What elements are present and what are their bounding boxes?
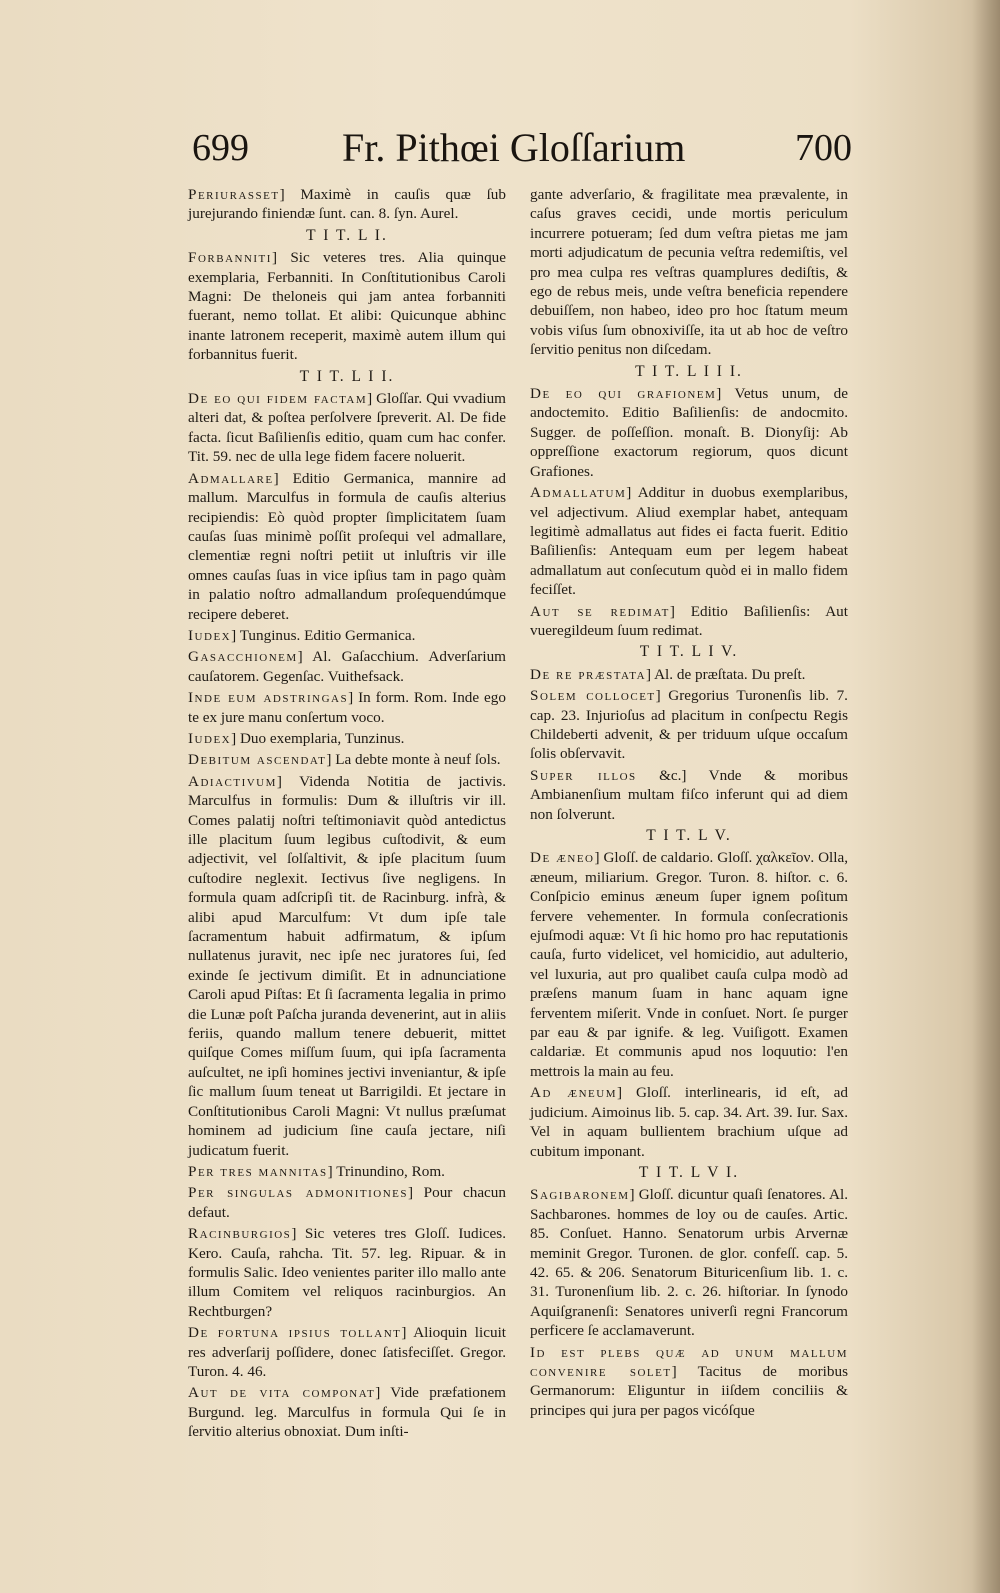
entry-text: ] Al. de præſtata. Du preſt. xyxy=(646,665,806,683)
entry-text: ] Tacitus de moribus Germanorum: Eliguntur in iiſdem conciliis & principes qui jura per pagos vicóſque xyxy=(530,1362,848,1419)
title-heading: T I T. L V. xyxy=(646,827,732,844)
glossary-entry xyxy=(188,772,506,1160)
entry-text: ] Gloſſar. Qui vvadium alteri dat, & poſtea perſolvere ſpreverit. Al. De fide facta. ſicut Baſilienſis editio, quam cum hac confer. Tit. 59. nec de ulla lege fidem facere noluerit. xyxy=(188,390,506,466)
entry-text: ] Gloſſ. dicuntur quaſi ſenatores. Al. Sachbarones. hommes de loy ou de cauſes. Artic. 85. Conſuet. Hanno. Senatorum urbis Arvernæ meminit Gregor. Turonen. de glor. confeſſ. cap. 5. 42. 65. & 206. Senatorum Bituricenſium lib. 1. c. 31. Turonenſium lib. 2. c. 26. hiſtoriar. In ſynodo Aquiſgranenſi: Senatores univerſi regni Francorum perficere ſe acclamaverunt. xyxy=(530,1186,848,1340)
entry-headword: Forbanniti xyxy=(188,249,272,267)
entry-text: ] Vide præfationem Burgund. leg. Marculfus in formula Qui ſe in ſervitio alterius obnoxiat. Dum inſti- xyxy=(188,1384,506,1441)
page-number-left: 699 xyxy=(192,127,249,169)
glossary-entry xyxy=(188,248,506,364)
entry-headword: Gasacchionem xyxy=(188,648,298,666)
page-gutter-shadow xyxy=(972,0,1000,1593)
entry-text: ] Alioquin licuit res adverſarij poſſidere, donec ſatisfeciſſet. Gregor. Turon. 4. 46. xyxy=(188,1324,507,1380)
glossary-entry xyxy=(530,602,848,641)
entry-text: ] Gloſſ. de caldario. Gloſſ. χαλκεῖον. Olla, æneum, miliarium. Gregor. Turon. 8. hiſtor. c. 6. Conſpicio eminus æneum ſuper ignem poſitum fervere vehementer. In formula conſecrationis ejuſmodi aquæ: Vt ſi hic homo pro hac reputationis cauſa, furto videlicet, vel homicidio, aut adulterio, vel luxuria, aut pro qualibet cauſa culpa modò ad præſens manum ſuam in hanc aquam igne ferventem miſerit. Vnde in conſuet. Nort. ſe purger par eau & par ignife. & leg. Vuiſigott. Examen caldariæ. Et communis apud nos loquutio: l'en mettrois la main au feu. xyxy=(530,849,849,1080)
entry-headword: Iudex xyxy=(188,626,232,644)
entry-text: ] Duo exemplaria, Tunzinus. xyxy=(231,729,405,747)
glossary-entry xyxy=(530,1343,848,1421)
glossary-entry xyxy=(530,686,848,764)
entry-headword: Racinburgios xyxy=(188,1225,292,1243)
glossary-entry xyxy=(188,185,506,224)
entry-headword: Inde eum adstringas xyxy=(188,689,349,707)
glossary-entry xyxy=(188,1162,506,1181)
entry-headword: Aut de vita componat xyxy=(188,1384,376,1402)
left-text-column xyxy=(188,185,506,1444)
glossary-entry xyxy=(188,647,506,686)
glossary-entry xyxy=(188,1323,506,1381)
entry-headword: Adiactivum xyxy=(188,772,277,790)
glossary-entry xyxy=(530,185,848,360)
glossary-entry xyxy=(530,1185,848,1340)
entry-headword: De re præstata xyxy=(530,665,647,683)
entry-headword: De fortuna ipsius tollant xyxy=(188,1324,402,1342)
title-heading: T I T. L I I. xyxy=(299,367,395,385)
entry-text: ] Sic veteres tres. Alia quinque exemplaria, Ferbanniti. In Conſtitutionibus Caroli Magni: De theloneis qui jam antea forbanniti fuerant, nemo tollat. Et alibi: Quicunque abhinc inante latronem receperit, maximè autem illum qui forbannitus fuerit. xyxy=(188,249,506,364)
entry-text: ] Videnda Notitia de jactivis. Marculfus in formulis: Dum & illuſtris vir ill. Comes palatij noſtri teſtimoniavit quòd antedictus ille placitum ſuum legibus cuſtodivit, & eum adjectivit, vel ſolſaltivit, & ipſe placitum ſuum cuſtodire neglexit. Iectivus ſive negligens. In formula quam adſcripſi tit. de Racinburg. infrà, & alibi apud Marculfum: Vt dum ipſe tale ſacramentum habuit adfirmatum, & ipſum nullatenus juravit, nec ipſe nec juratores ſui, ſed exinde ſe jectivum dimiſit. Et in adnunciatione Caroli apud Piſtas: Et ſi ſacramenta legalia in primo die Lunæ poſt Paſcha juranda devenerint, aut in aliis feriis, quando mallum tenere debuerit, mittet quiſque Comes miſſum ſuum, qui ipſa ſacramenta auſcultet, ne ipſi homines jectivi inveniantur, & ipſe ſic mallum ſuum teneat ut Barrigildi. Et jectare in Conſtitutionibus Caroli Magni: Vt nullus præſumat hominem ad judicium ſine cauſa jectare, niſi judicatum fuerit. xyxy=(188,772,506,1159)
entry-text: ] Gregorius Turonenſis lib. 7. cap. 23. Injurioſus ad placitum in conſpectu Regis Childeberti advenit, & per triduum uſque occaſum ſolis obſervavit. xyxy=(530,687,848,763)
entry-headword: De æneo xyxy=(530,849,595,867)
entry-text: ] Vetus unum, de andoctemito. Editio Baſilienſis: de andocmito. Sugger. de poſſeſſion. monaſt. B. Dionyſij: Ab oppreſſione exactorum regiorum, quos dicunt Grafiones. xyxy=(530,385,848,480)
glossary-entry xyxy=(530,848,848,1081)
entry-text: ] Pour chacun defaut. xyxy=(188,1184,506,1221)
glossary-entry xyxy=(188,1224,506,1321)
entry-text: ] Editio Baſilienſis: Aut vueregildeum ſuum redimat. xyxy=(530,602,848,639)
glossary-entry xyxy=(188,626,506,645)
entry-text: &c.] Vnde & moribus Ambianenſium multam fiſco inferunt qui ad diem non ſolverunt. xyxy=(530,766,848,823)
glossary-entry xyxy=(530,1083,848,1161)
entry-headword: Id est plebs quæ ad unum mallum convenire solet xyxy=(530,1343,848,1380)
glossary-entry xyxy=(188,389,506,467)
entry-text: ] Maximè in cauſis quæ ſub jurejurando finiendæ ſunt. can. 8. ſyn. Aurel. xyxy=(188,186,506,223)
glossary-entry xyxy=(188,729,506,748)
entry-text: ] Sic veteres tres Gloſſ. Iudices. Kero. Cauſa, rahcha. Tit. 57. leg. Ripuar. & in formulis Salic. Ideo venientes pariter illo mallo ante illum Comitem vel reliquos racinburgios. An Rechtburgen? xyxy=(188,1225,506,1320)
title-heading: T I T. L V I. xyxy=(638,1163,740,1181)
glossary-entry xyxy=(530,766,848,824)
page-header xyxy=(192,125,852,175)
entry-headword: Aut se redimat xyxy=(530,602,670,620)
glossary-entry xyxy=(530,665,848,684)
entry-headword: Iudex xyxy=(188,729,232,747)
entry-text: gante adverſario, & fragilitate mea prævalente, in caſus graves cecidi, unde mortis periculum incurrere potueram; ſed dum veſtra pietas me jam morti adjudicatum de pecunia veſtra redemiſtis, vel pro mea culpa res veſtras quamplures dediſtis, & ego de rebus meis, unde veſtra beneficia rependere debuiſſem, non habeo, ideo pro hoc ſtatum meum vobis viſus ſum obnoxiviſſe, ita ut ab hoc de veſtro ſervitio penitus non diſcedam. xyxy=(530,186,848,359)
entry-text: ] Additur in duobus exemplaribus, vel adjectivum. Aliud exemplar habet, antequam legitimè admallatus aut fides ei facta fuerit. Editio Baſilienſis: Antequam eum per legem habeat admallatum aut conſecutum quòd ei in mallo fidem feciſſet. xyxy=(530,484,848,599)
entry-headword: Solem collocet xyxy=(530,687,656,705)
entry-text: ] La debte monte à neuf ſols. xyxy=(326,751,501,769)
entry-headword: Per tres mannitas xyxy=(188,1162,328,1180)
entry-headword: Ad æneum xyxy=(530,1084,617,1102)
entry-headword: Sagibaronem xyxy=(530,1186,630,1204)
entry-headword: Debitum ascendat xyxy=(188,751,327,769)
glossary-entry xyxy=(188,688,506,727)
entry-text: ] Al. Gaſacchium. Adverſarium cauſatorem. Gegenſac. Vuithefsack. xyxy=(188,648,506,685)
running-title: Fr. Pithœi Gloſſarium xyxy=(342,125,686,170)
entry-headword: Periurasset xyxy=(188,186,280,203)
glossary-entry xyxy=(188,1383,506,1441)
glossary-entry xyxy=(188,750,506,769)
right-text-column xyxy=(530,185,848,1422)
title-heading: T I T. L I V. xyxy=(639,643,739,661)
entry-text: ] Tunginus. Editio Germanica. xyxy=(231,626,416,644)
title-heading: T I T. L I I I. xyxy=(635,362,743,380)
entry-headword: Admallatum xyxy=(530,484,627,502)
glossary-entry xyxy=(530,384,848,481)
entry-text: ] Editio Germanica, mannire ad mallum. Marculfus in formula de cauſis alterius recipiendis: Eò quòd propter ſimplicitatem ſuam cauſas ſuas minimè poſſit proſequi vel admallare, clementiæ regni noſtri petiit ut inluſtris vir ille omnes cauſas ſuas in vice ipſius tam in pago quàm in palatio noſtro admallandum proſequendúmque recipere deberet. xyxy=(188,469,506,623)
glossary-entry xyxy=(188,469,506,624)
glossary-entry xyxy=(188,1183,506,1222)
entry-text: ] Trinundino, Rom. xyxy=(327,1162,445,1180)
entry-text: ] In form. Rom. Inde ego te ex jure manu conſertum voco. xyxy=(188,689,506,726)
page-number-right: 700 xyxy=(795,127,852,169)
entry-headword: Per singulas admonitiones xyxy=(188,1184,408,1202)
glossary-entry xyxy=(530,483,848,599)
entry-headword: De eo qui fidem factam xyxy=(188,390,368,408)
entry-text: ] Gloſſ. interlinearis, id eſt, ad judicium. Aimoinus lib. 5. cap. 34. Art. 39. Iur. Sax. Vel in aquam bullientem brachium uſque ad cubitum imponant. xyxy=(530,1084,848,1160)
entry-headword: Super illos xyxy=(530,766,637,784)
entry-headword: Admallare xyxy=(188,469,274,487)
title-heading: T I T. L I. xyxy=(306,226,388,244)
entry-headword: De eo qui grafionem xyxy=(530,385,717,403)
